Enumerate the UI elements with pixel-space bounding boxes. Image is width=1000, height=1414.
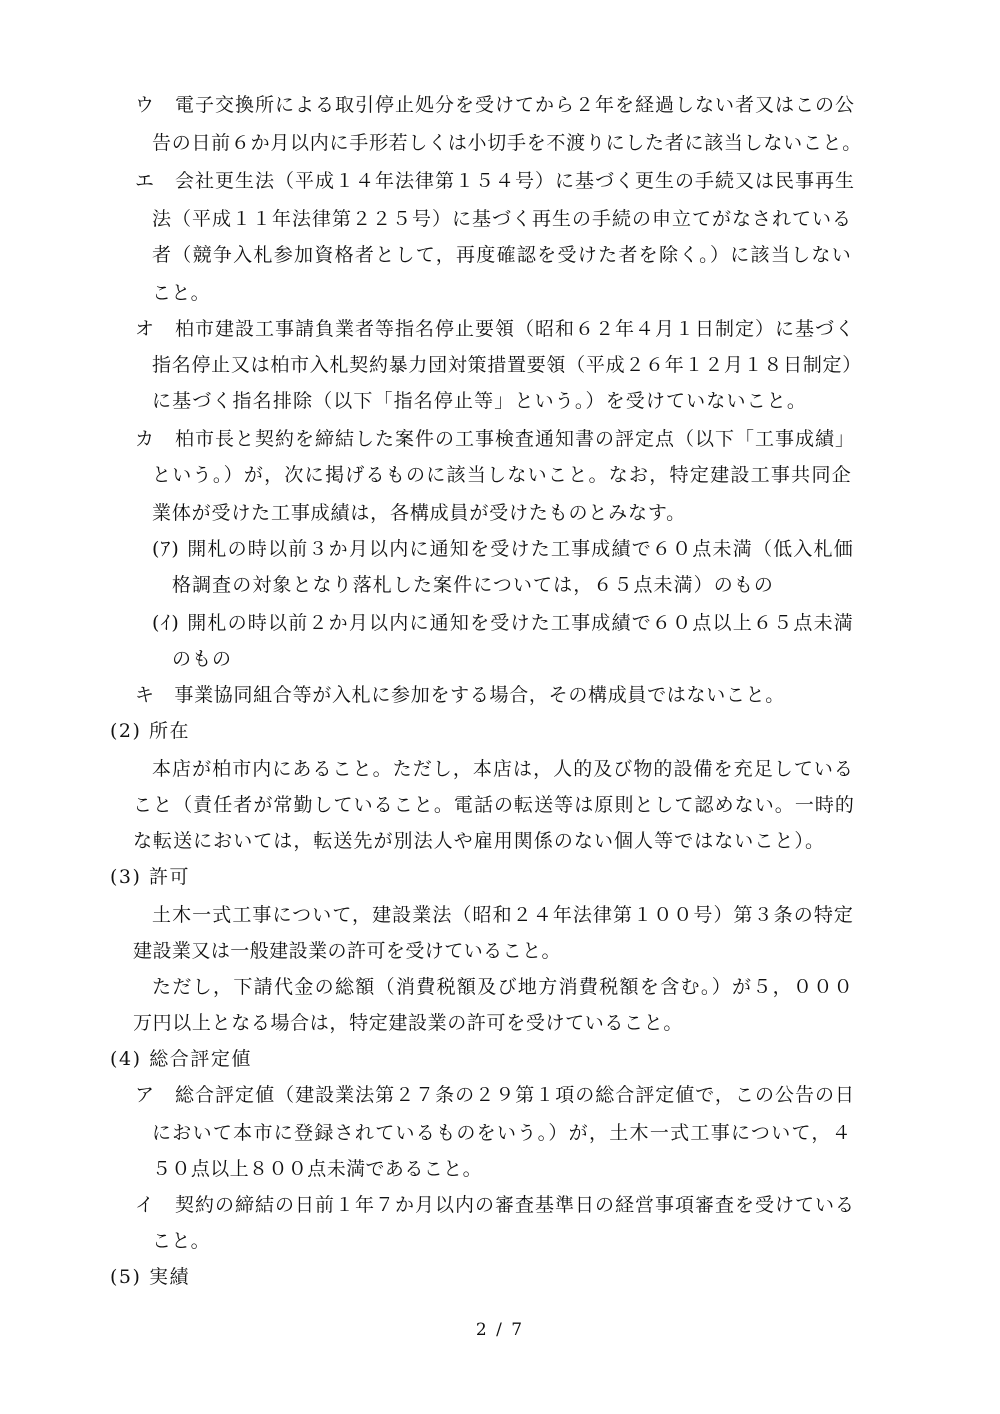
text-line: (ｱ) 開札の時以前３か月以内に通知を受けた工事成績で６０点未満（低入札価 [152, 538, 854, 560]
page-number: 2 / 7 [475, 1320, 525, 1340]
text-line: ５０点以上８００点未満であること。 [152, 1158, 482, 1180]
text-line: 土木一式工事について，建設業法（昭和２４年法律第１００号）第３条の特定 [152, 904, 854, 926]
text-line: 格調査の対象となり落札した案件については，６５点未満）のもの [172, 574, 774, 596]
section-heading: (4) 総合評定値 [110, 1048, 252, 1070]
section-heading: (5) 実績 [110, 1266, 190, 1288]
text-line: イ 契約の締結の日前１年７か月以内の審査基準日の経営事項審査を受けている [135, 1194, 855, 1216]
text-line: こと。 [152, 282, 210, 304]
text-line: において本市に登録されているものをいう。）が，土木一式工事について，４ [152, 1122, 852, 1144]
text-line: キ 事業協同組合等が入札に参加をする場合，その構成員ではないこと。 [135, 684, 785, 706]
text-line: 本店が柏市内にあること。ただし，本店は，人的及び物的設備を充足している [152, 758, 854, 780]
text-line: 万円以上となる場合は，特定建設業の許可を受けていること。 [133, 1012, 683, 1034]
text-line: エ 会社更生法（平成１４年法律第１５４号）に基づく更生の手続又は民事再生 [135, 170, 855, 192]
text-line: ア 総合評定値（建設業法第２７条の２９第１項の総合評定値で，この公告の日 [135, 1084, 855, 1106]
text-line: のもの [172, 648, 232, 670]
text-line: 者（競争入札参加資格者として，再度確認を受けた者を除く。）に該当しない [152, 244, 852, 266]
text-line: 建設業又は一般建設業の許可を受けていること。 [133, 940, 561, 962]
text-line: カ 柏市長と契約を締結した案件の工事検査通知書の評定点（以下「工事成績」 [135, 428, 855, 450]
text-line: 法（平成１１年法律第２２５号）に基づく再生の手続の申立てがなされている [152, 208, 852, 230]
text-line: 告の日前６か月以内に手形若しくは小切手を不渡りにした者に該当しないこと。 [152, 132, 862, 154]
text-line: ウ 電子交換所による取引停止処分を受けてから２年を経過しない者又はこの公 [135, 94, 855, 116]
text-line: ただし，下請代金の総額（消費税額及び地方消費税額を含む。）が５，０００ [152, 976, 854, 998]
text-line: オ 柏市建設工事請負業者等指名停止要領（昭和６２年４月１日制定）に基づく [135, 318, 855, 340]
text-line: (ｲ) 開札の時以前２か月以内に通知を受けた工事成績で６０点以上６５点未満 [152, 612, 854, 634]
text-line: こと。 [152, 1230, 210, 1252]
text-line: に基づく指名排除（以下「指名停止等」という。）を受けていないこと。 [152, 390, 807, 412]
text-line: 指名停止又は柏市入札契約暴力団対策措置要領（平成２６年１２月１８日制定） [152, 354, 862, 376]
section-heading: (3) 許可 [110, 866, 190, 888]
section-heading: (2) 所在 [110, 720, 190, 742]
text-line: な転送においては，転送先が別法人や雇用関係のない個人等ではないこと）。 [133, 830, 825, 852]
text-line: という。）が，次に掲げるものに該当しないこと。なお，特定建設工事共同企 [152, 464, 852, 486]
text-line: こと（責任者が常勤していること。電話の転送等は原則として認めない。一時的 [133, 794, 855, 816]
text-line: 業体が受けた工事成績は，各構成員が受けたものとみなす。 [152, 502, 686, 524]
